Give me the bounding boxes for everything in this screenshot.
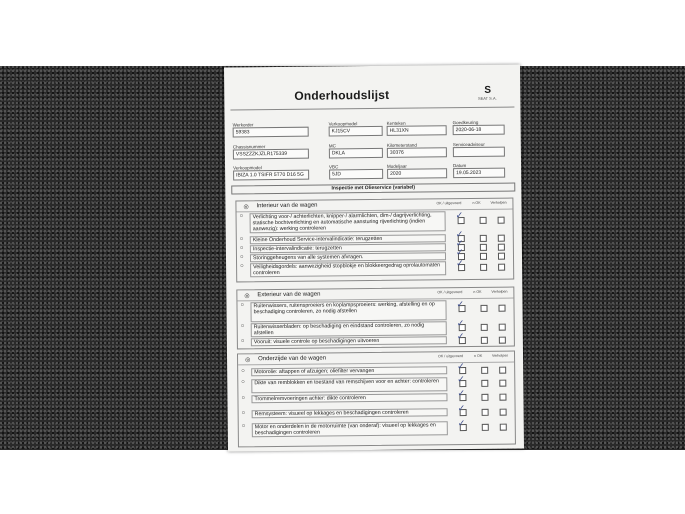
step-marker-icon: ○ xyxy=(240,338,245,345)
nok-checkbox[interactable] xyxy=(480,244,487,251)
field-value: 5JD xyxy=(329,169,383,180)
car-underside-icon: ◎ xyxy=(245,356,251,363)
checkmark-icon: ✓ xyxy=(457,388,466,399)
field-value: 19.05.2023 xyxy=(453,168,505,179)
checkmark-icon: ✓ xyxy=(455,247,464,258)
section-header xyxy=(237,288,513,302)
field-label: MC xyxy=(328,143,336,149)
car-interior-icon: ◎ xyxy=(243,203,249,210)
field-label: Goedkeuring xyxy=(452,119,479,126)
checkmark-icon: ✓ xyxy=(456,331,465,342)
step-marker-icon: ○ xyxy=(241,395,246,402)
row-text: Vooruit: visuele controle op beschadigingen uitvoeren xyxy=(251,336,447,346)
seat-logo xyxy=(472,85,502,101)
nok-checkbox[interactable] xyxy=(482,409,489,416)
field-label: Verkoopmodel xyxy=(328,121,358,127)
field-value: DKLA xyxy=(329,148,383,159)
field-label: Datum xyxy=(453,163,467,169)
nok-checkbox[interactable] xyxy=(480,264,487,271)
col-ok-header: OK / uitgevoerd xyxy=(438,354,464,359)
row-text: Storinggeheugens van alle systemen afvragen. xyxy=(250,252,446,262)
field-value: HL31XN xyxy=(387,125,447,136)
verholpen-checkbox[interactable] xyxy=(499,337,506,344)
document-title: Onderhoudslijst xyxy=(294,87,390,103)
verholpen-checkbox[interactable] xyxy=(498,264,505,271)
field-mc xyxy=(329,143,383,159)
step-marker-icon: ○ xyxy=(240,263,244,270)
field-label: Kenteken xyxy=(386,120,406,126)
nok-checkbox[interactable] xyxy=(481,337,488,344)
step-marker-icon: ○ xyxy=(240,302,245,309)
checkmark-icon: ✓ xyxy=(457,403,466,414)
field-value: VSSZZZKJZLR175339 xyxy=(233,149,309,160)
verholpen-checkbox[interactable] xyxy=(499,380,506,387)
field-label: Verkoopmodel xyxy=(233,165,262,171)
field-value xyxy=(453,147,505,158)
checkmark-icon: ✓ xyxy=(455,210,464,221)
row-text: Ruitenwissers, ruitensproeiers en koplampsproeiers: werking, afstelling en op beschadiging controleren, zo nodig afstellen xyxy=(250,300,446,322)
checkmark-icon: ✓ xyxy=(457,361,465,372)
verholpen-checkbox[interactable] xyxy=(498,305,505,312)
nok-checkbox[interactable] xyxy=(482,424,489,431)
field-value: KJ15CV xyxy=(329,126,383,137)
row-text: Dikte van remblokken en toestand van remschijven voor en achter: controleren xyxy=(251,377,447,393)
col-ok-header: OK / uitgevoerd xyxy=(436,201,462,206)
step-marker-icon: ○ xyxy=(239,245,244,252)
field-label: Modeljaar xyxy=(387,163,407,169)
verholpen-checkbox[interactable] xyxy=(498,235,505,242)
nok-checkbox[interactable] xyxy=(480,253,487,260)
verholpen-checkbox[interactable] xyxy=(498,217,505,224)
field-chassisnummer xyxy=(233,144,309,160)
verholpen-checkbox[interactable] xyxy=(500,409,507,416)
header-divider xyxy=(230,107,514,111)
section-title: Exterieur van de wagen xyxy=(257,291,321,299)
nok-checkbox[interactable] xyxy=(481,380,488,387)
field-label: Chassisnummer xyxy=(232,144,266,150)
seat-logo-text: SEAT S.A. xyxy=(477,95,497,101)
row-text: Verlichting voor-/ achterlichten, knipper-/ alarmlichten, dim-/ dagrijverlichting, statische bochtverlichting en automatische aansturing rijverlichting (indien aanwezig): werking controleren xyxy=(250,211,446,233)
row-text: Kleine Onderhoud Service-intervalindicatie: terugzetten xyxy=(250,234,446,244)
checkmark-icon: ✓ xyxy=(455,238,464,249)
step-marker-icon: ○ xyxy=(240,323,245,330)
step-marker-icon: ○ xyxy=(241,410,246,417)
field-value: 2020-06-18 xyxy=(453,125,505,136)
section-header xyxy=(238,352,514,366)
field-value: 2020 xyxy=(387,168,447,179)
field-kenteken xyxy=(387,120,447,136)
nok-checkbox[interactable] xyxy=(480,235,487,242)
verholpen-checkbox[interactable] xyxy=(499,324,506,331)
row-text: Remsysteem: visueel op lekkages en beschadigingen controleren xyxy=(252,408,448,418)
inspection-banner: Inspectie met Olieservice (variabel) xyxy=(231,183,515,195)
verholpen-checkbox[interactable] xyxy=(499,367,506,374)
field-label: Kilometerstand xyxy=(386,142,417,148)
car-exterior-icon: ◎ xyxy=(244,292,250,299)
row-text: Trommelremvoeringen achter: dikte controleren xyxy=(251,393,447,403)
col-verholpen-header: Verholpen xyxy=(492,353,509,358)
nok-checkbox[interactable] xyxy=(481,367,488,374)
verholpen-checkbox[interactable] xyxy=(498,244,505,251)
checkmark-icon: ✓ xyxy=(457,418,466,429)
step-marker-icon: ○ xyxy=(241,368,245,375)
section-title: Onderzijde van de wagen xyxy=(258,355,327,363)
step-marker-icon: ○ xyxy=(241,423,246,430)
col-nok-header: n OK xyxy=(474,353,483,358)
checkmark-icon: ✓ xyxy=(455,229,464,240)
verholpen-checkbox[interactable] xyxy=(500,424,507,431)
field-value: 59383 xyxy=(233,127,309,138)
field-value: IBIZA 1.0 TSIFR 5T70 D16 5G xyxy=(233,170,309,181)
step-marker-icon: ○ xyxy=(239,254,244,261)
row-text: Ruitenwisserbladen: op beschadiging en eindstand controleren, zo nodig afstellen xyxy=(251,321,447,337)
row-text: Motor en onderdelen in de motorruimte (van onderaf): visueel op lekkages en beschadigingen controleren xyxy=(252,421,448,437)
nok-checkbox[interactable] xyxy=(480,305,487,312)
field-kilometerstand xyxy=(387,142,447,158)
checkmark-icon: ✓ xyxy=(456,318,465,329)
col-verholpen-header: Verholpen xyxy=(491,289,508,294)
step-marker-icon: ○ xyxy=(239,213,244,220)
field-serviceadviseur xyxy=(453,142,505,158)
col-nok-header: n OK xyxy=(473,289,482,294)
nok-checkbox[interactable] xyxy=(481,324,488,331)
field-label: Serviceadviseur xyxy=(452,141,485,148)
nok-checkbox[interactable] xyxy=(480,217,487,224)
col-ok-header: OK / uitgevoerd xyxy=(437,290,463,295)
section-header xyxy=(236,199,512,213)
field-vbc xyxy=(329,164,383,180)
verholpen-checkbox[interactable] xyxy=(499,394,506,401)
field-verkoopmodel-full xyxy=(233,165,309,181)
row-text: Inspectie-intervalindicatie: terugzetten xyxy=(250,243,446,253)
step-marker-icon: ○ xyxy=(239,236,244,243)
field-werkorder xyxy=(233,122,309,138)
field-modeljaar xyxy=(387,163,447,179)
field-goedkeuring xyxy=(453,120,505,136)
maintenance-checklist-document xyxy=(224,64,524,451)
verholpen-checkbox[interactable] xyxy=(498,253,505,260)
row-text: Veiligheidsgordels: aanwezigheid stopblokje en blokkeergedrag oprolautomaten controleren xyxy=(250,261,446,277)
checkmark-icon: ✓ xyxy=(456,258,464,269)
seat-logo-icon: S xyxy=(484,84,491,96)
checkmark-icon: ✓ xyxy=(456,299,465,310)
nok-checkbox[interactable] xyxy=(481,394,488,401)
step-marker-icon: ○ xyxy=(241,379,245,386)
section-title: Interieur van de wagen xyxy=(256,202,318,210)
row-text: Motorolie: aftappen of afzuigen; oliefilter vervangen xyxy=(251,366,447,376)
col-verholpen-header: Verholpen xyxy=(490,200,507,205)
field-verkoopmodel xyxy=(329,121,383,137)
field-value: 30376 xyxy=(387,147,447,158)
field-label: VBC xyxy=(329,164,339,170)
field-label: Werkorder xyxy=(232,122,254,128)
checkmark-icon: ✓ xyxy=(457,374,465,385)
col-nok-header: n OK xyxy=(472,200,481,205)
field-datum xyxy=(453,163,505,179)
